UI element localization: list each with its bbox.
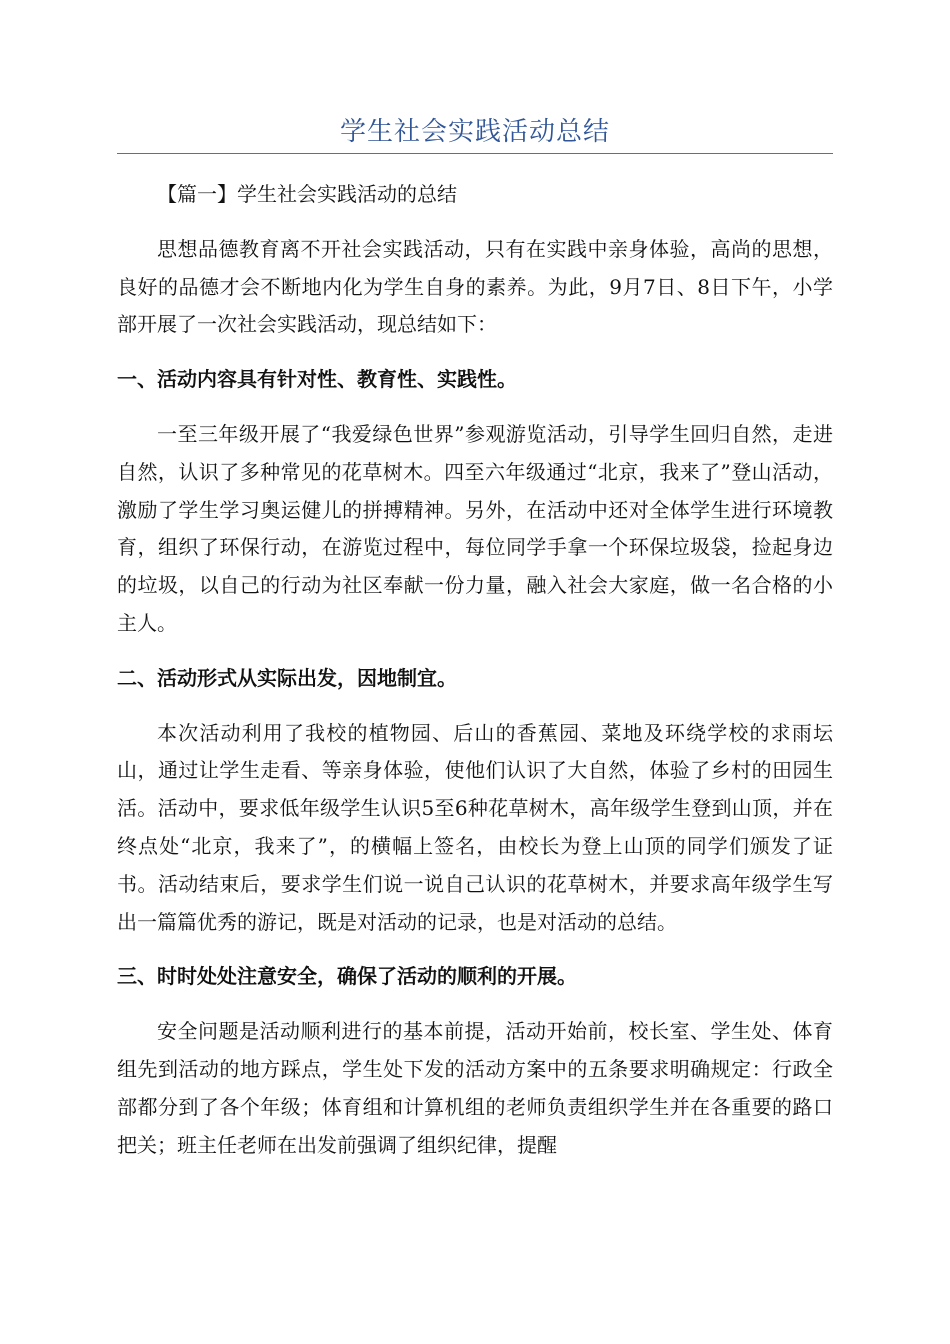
section-heading-3: 三、时时处处注意安全，确保了活动的顺利的开展。 (117, 964, 577, 989)
document-title: 学生社会实践活动总结 (339, 117, 610, 147)
title-underline (117, 153, 833, 154)
document-subtitle: 【篇一】学生社会实践活动的总结 (157, 182, 457, 206)
intro-paragraph: 思想品德教育离不开社会实践活动，只有在实践中亲身体验，高尚的思想，良好的品德才会不断地内化为学生自身的素养。为此，9月7日、8日下午，小学部开展了一次社会实践活动，现总结如下： (117, 236, 833, 337)
section-paragraph-2: 本次活动利用了我校的植物园、后山的香蕉园、菜地及环绕学校的求雨坛山，通过让学生走看、等亲身体验，使他们认识了大自然，体验了乡村的田园生活。活动中，要求低年级学生认识5至6种花草树木，高年级学生登到山顶，并在终点处“北京，我来了”，的横幅上签名，由校长为登上山顶的同学们颁发了证书。活动结束后，要求学生们说一说自己认识的花草树木，并要求高年级学生写出一篇篇优秀的游记，既是对活动的记录，也是对活动的总结。 (117, 720, 833, 934)
section-paragraph-1: 一至三年级开展了“我爱绿色世界”参观游览活动，引导学生回归自然，走进自然，认识了多种常见的花草树木。四至六年级通过“北京，我来了”登山活动，激励了学生学习奥运健儿的拼搏精神。另外，在活动中还对全体学生进行环境教育，组织了环保行动，在游览过程中，每位同学手拿一个环保垃圾袋，捡起身边的垃圾，以自己的行动为社区奉献一份力量，融入社会大家庭，做一名合格的小主人。 (117, 421, 833, 635)
document-body (117, 176, 833, 1164)
section-heading-1: 一、活动内容具有针对性、教育性、实践性。 (117, 367, 517, 392)
section-heading-2: 二、活动形式从实际出发，因地制宜。 (117, 665, 457, 690)
section-paragraph-3: 安全问题是活动顺利进行的基本前提，活动开始前，校长室、学生处、体育组先到活动的地方踩点，学生处下发的活动方案中的五条要求明确规定：行政全部都分到了各个年级；体育组和计算机组的老师负责组织学生并在各重要的路口把关；班主任老师在出发前强调了组织纪律，提醒 (117, 1019, 833, 1157)
